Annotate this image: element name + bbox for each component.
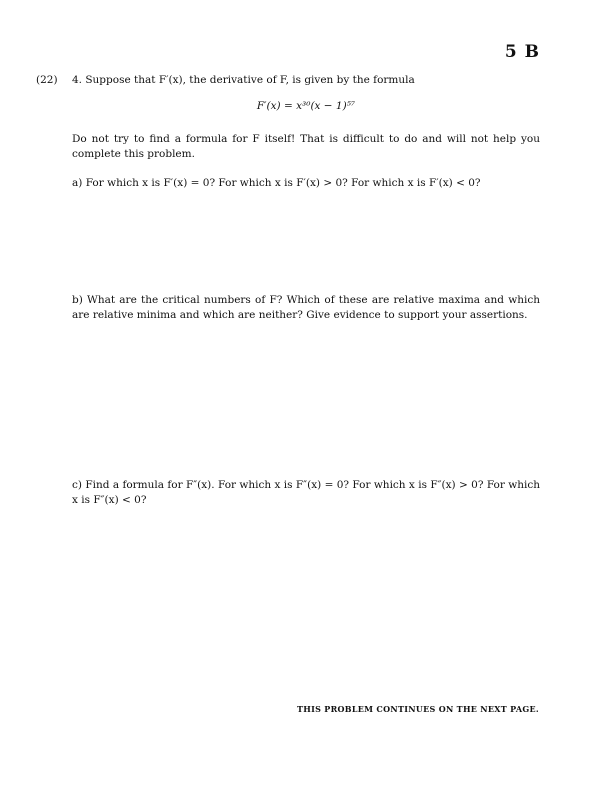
warning-paragraph: Do not try to find a formula for F itself! That is difficult to do and will not help you complete this problem. [72,133,540,160]
part-a-question: a) For which x is F′(x) = 0? For which x is F′(x) > 0? For which x is F′(x) < 0? [72,177,481,189]
part-b-question: b) What are the critical numbers of F? Which of these are relative maxima and which are relative minima and which are neither? Give evidence to support your assertions. [72,294,540,321]
problem-points: (22) [36,74,58,86]
continuation-note: THIS PROBLEM CONTINUES ON THE NEXT PAGE. [296,704,539,714]
problem-intro: 4. Suppose that F′(x), the derivative of F, is given by the formula [72,74,415,86]
part-c-question: c) Find a formula for F″(x). For which x is F″(x) = 0? For which x is F″(x) > 0? For which x is F″(x) < 0? [72,479,540,506]
derivative-formula: F′(x) = x³⁰(x − 1)⁵⁷ [256,100,356,112]
page-label: 5 B [504,42,540,62]
